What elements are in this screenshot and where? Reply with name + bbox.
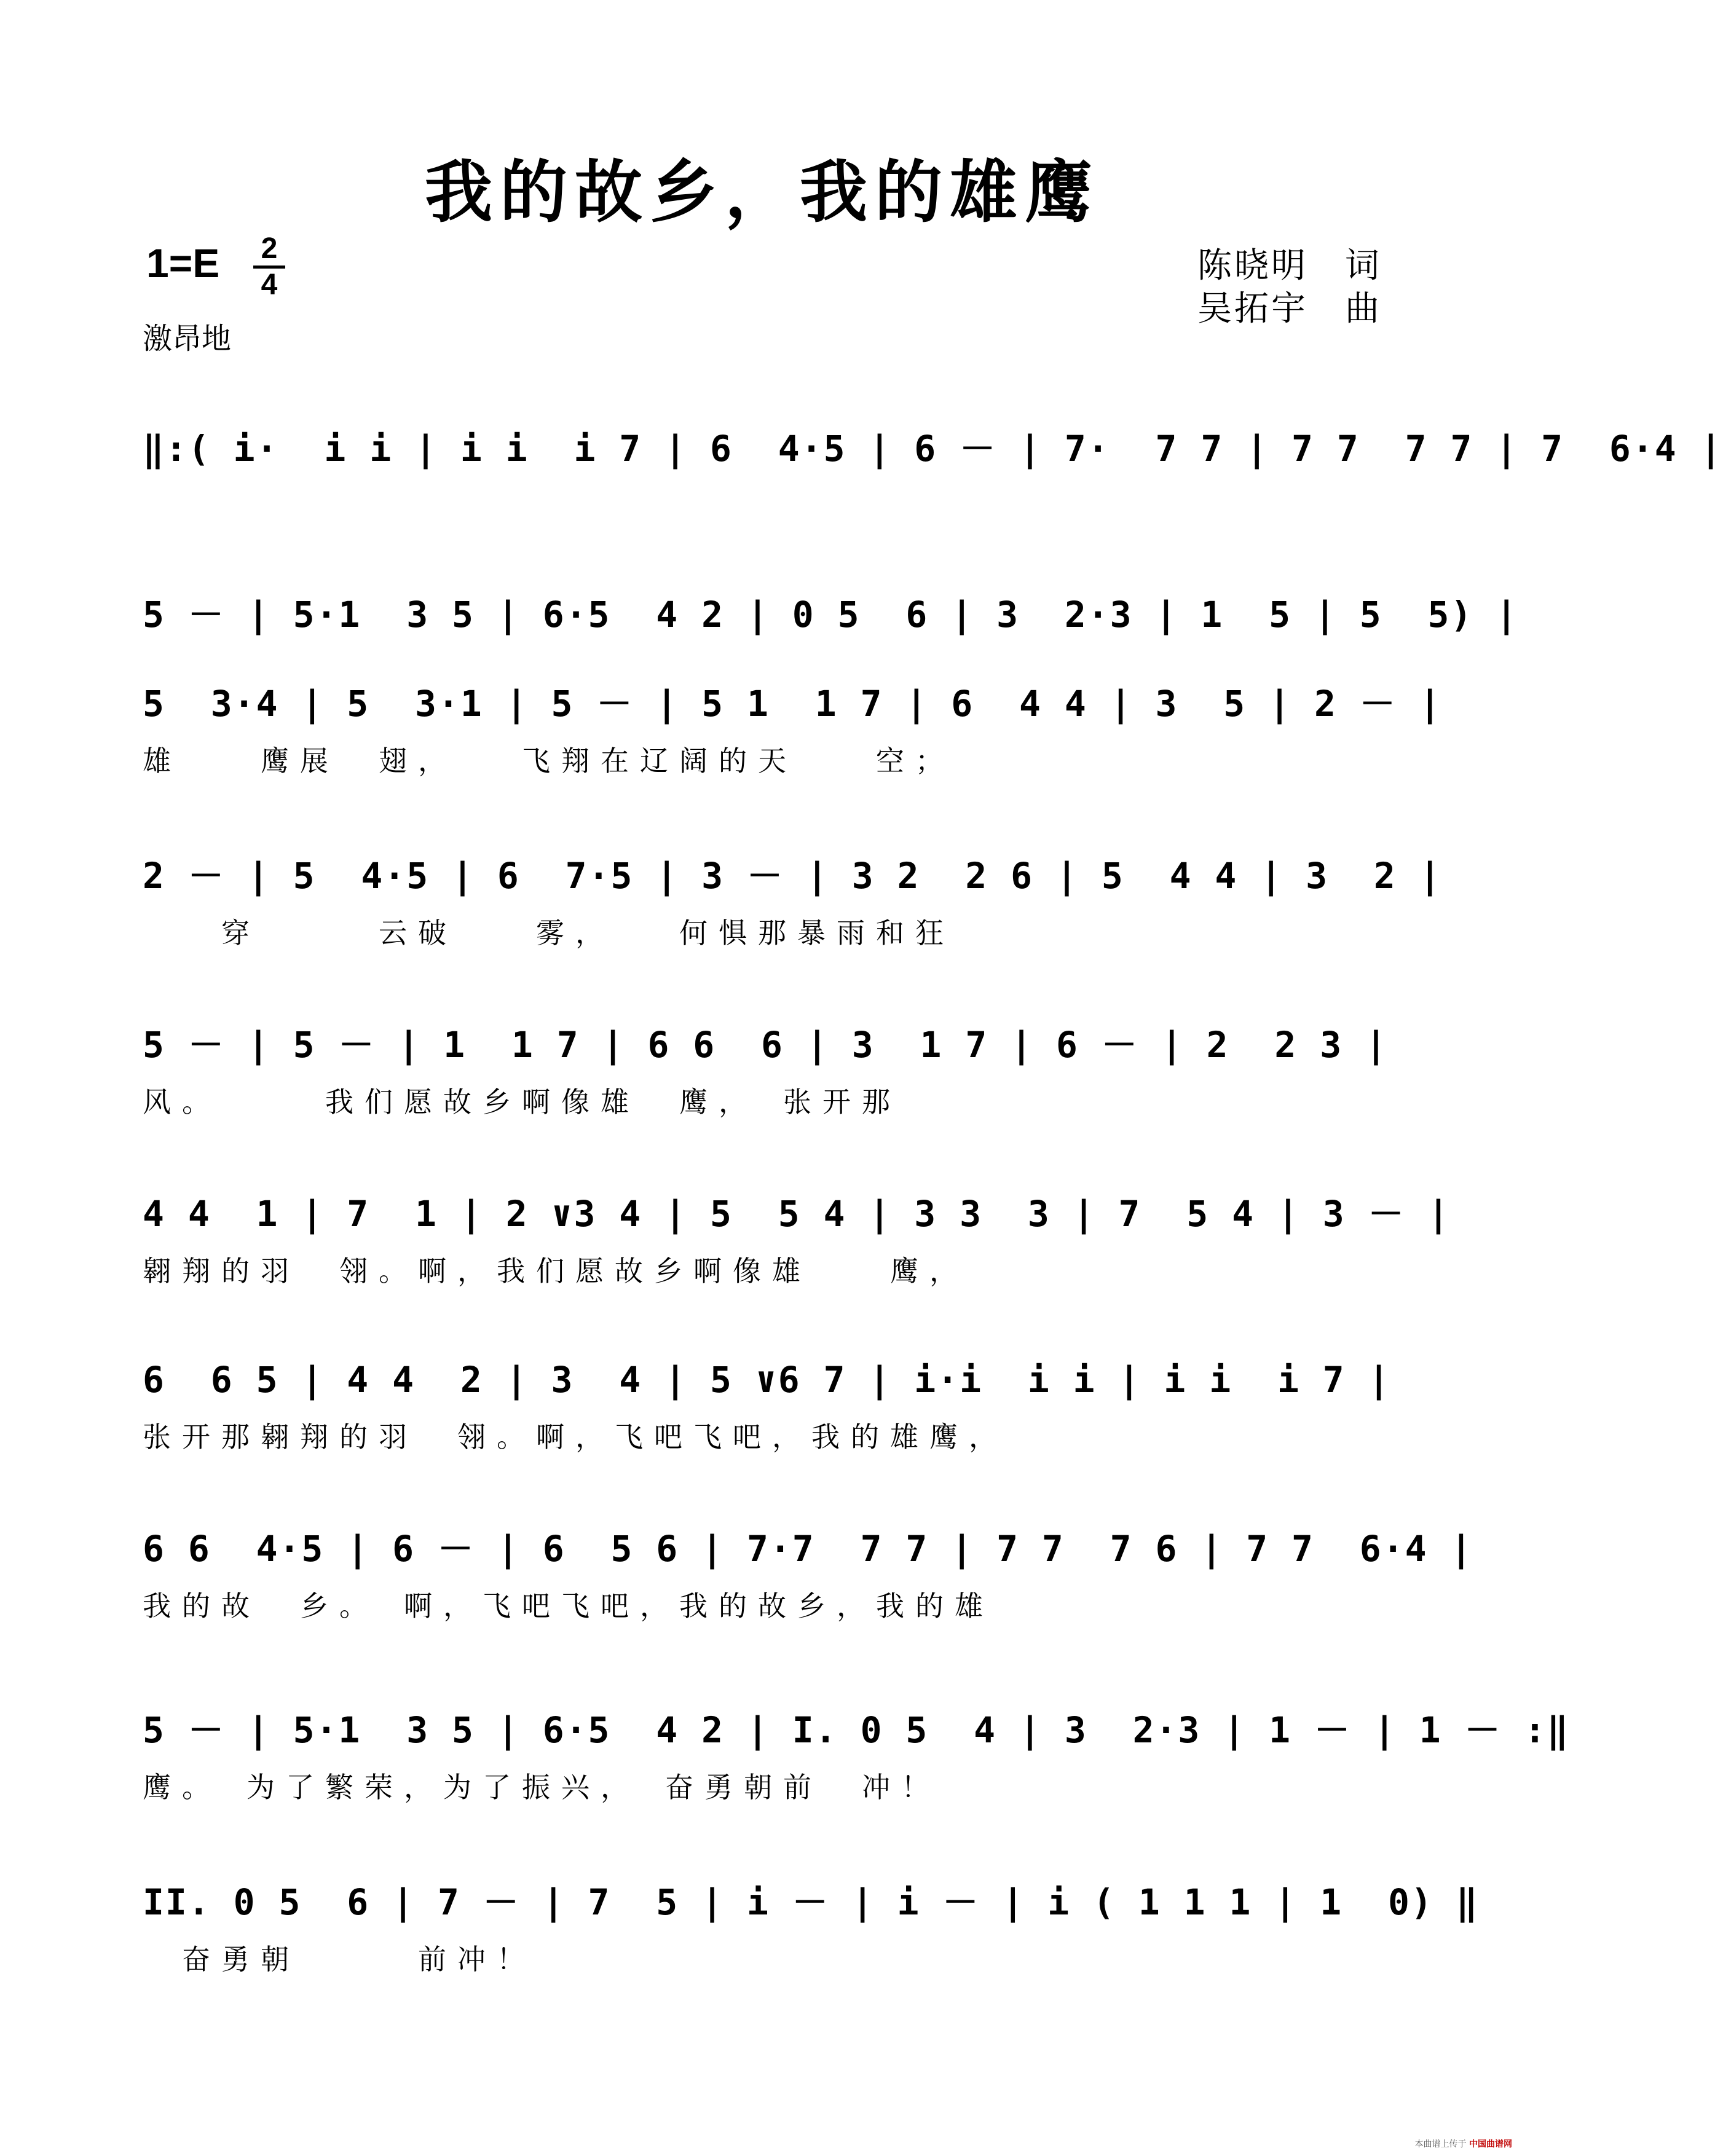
time-signature [253, 234, 285, 301]
upload-prefix: 本曲谱上传于 [1414, 2139, 1467, 2149]
score-system-5 [143, 1014, 1388, 1119]
notation-line: 6 6 4·5 | 6 － | 6 5 6 | 7·7 7 7 | 7 7 7 6 | 7 7 6·4 | [143, 1528, 1473, 1570]
score-system-1 [143, 418, 1723, 522]
score-title: 我的故乡，我的雄鹰 [425, 152, 1100, 232]
notation-line: II. 0 5 6 | 7 － | 7 5 | i － | i － | i ( 1 1 1 | 1 0) ‖ [143, 1881, 1479, 1923]
time-numerator: 2 [261, 232, 278, 265]
score-system-4 [143, 845, 1442, 950]
notation-line: 6 6 5 | 4 4 2 | 3 4 | 5 ∨6 7 | i·i i i | i i i 7 | [143, 1359, 1391, 1401]
notation-line: 5 － | 5·1 3 5 | 6·5 4 2 | 0 5 6 | 3 2·3 | 1 5 | 5 5) | [143, 594, 1519, 635]
lyrics-line: 张开那翱翔的羽 翎。啊，飞吧飞吧，我的雄鹰， [143, 1420, 1008, 1454]
tempo-marking: 激昂地 [143, 321, 232, 356]
lyrics-line: 雄 鹰展 翅， 飞翔在辽阔的天 空； [143, 744, 955, 777]
lyrics-line: 翱翔的羽 翎。啊，我们愿故乡啊像雄 鹰， [143, 1254, 969, 1288]
score-system-7 [143, 1349, 1391, 1454]
composer-credit: 吴拓宇 曲 [1197, 289, 1382, 329]
lyrics-line: 我的故 乡。 啊，飞吧飞吧，我的故乡，我的雄 [143, 1589, 994, 1623]
site-name: 中国曲谱网 [1469, 2139, 1512, 2149]
score-system-6 [143, 1183, 1451, 1288]
lyricist-credit: 陈晓明 词 [1197, 246, 1382, 286]
lyrics-line [143, 484, 1384, 527]
lyrics-line: 风。 我们愿故乡啊像雄 鹰， 张开那 [143, 1085, 901, 1119]
upload-watermark [1415, 2138, 1512, 2150]
key-signature: 1=E [146, 240, 220, 286]
lyrics-line: 鹰。 为了繁荣，为了振兴， 奋勇朝前 冲！ [143, 1771, 940, 1804]
notation-line: 4 4 1 | 7 1 | 2 ∨3 4 | 5 5 4 | 3 3 3 | 7 5 4 | 3 － | [143, 1193, 1451, 1235]
time-denominator: 4 [261, 269, 278, 301]
score-system-9 [143, 1699, 1570, 1804]
lyrics-line: 奋勇朝 前冲！ [143, 1943, 536, 1976]
notation-line: 5 － | 5·1 3 5 | 6·5 4 2 | I. 0 5 4 | 3 2·3 | 1 － | 1 － :‖ [143, 1709, 1570, 1751]
score-system-8 [143, 1518, 1473, 1623]
notation-line: 2 － | 5 4·5 | 6 7·5 | 3 － | 3 2 2 6 | 5 4 4 | 3 2 | [143, 855, 1442, 897]
lyrics-line: 穿 云破 雾， 何惧那暴雨和狂 [143, 916, 955, 950]
score-system-10 [143, 1871, 1479, 1976]
notation-line: ‖:( i· i i | i i i 7 | 6 4·5 | 6 － | 7· 7 7 | 7 7 7 7 | 7 6·4 | [143, 428, 1723, 470]
notation-line: 5 3·4 | 5 3·1 | 5 － | 5 1 1 7 | 6 4 4 | 3 5 | 2 － | [143, 683, 1442, 725]
score-system-3 [143, 673, 1442, 777]
notation-line: 5 － | 5 － | 1 1 7 | 6 6 6 | 3 1 7 | 6 － | 2 2 3 | [143, 1024, 1388, 1066]
